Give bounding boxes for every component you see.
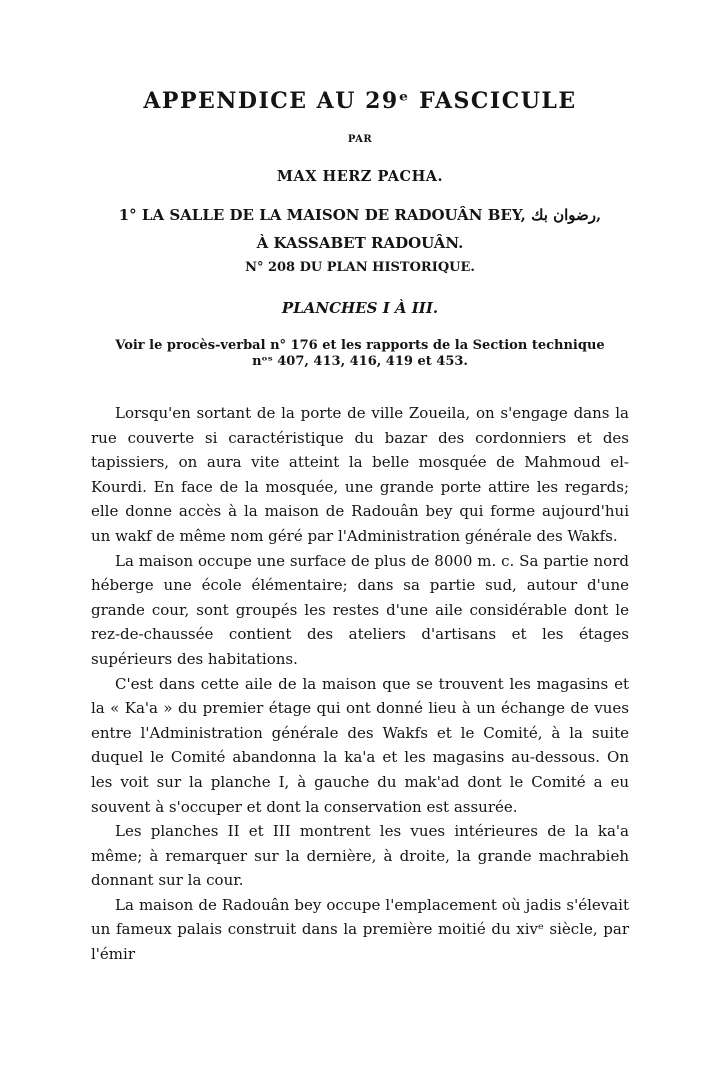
paragraph: La maison occupe une surface de plus de 8000 m. c. Sa partie nord héberge une école élémentaire; dans sa partie sud, autour d'une grande cour, sont groupés les restes d'une aile considérable dont le rez-de-chaussée contient des ateliers d'artisans et les étages supérieurs des habitations. (91, 551, 629, 668)
byline-par: PAR (347, 134, 373, 145)
reference-note-line-1: Voir le procès-verbal n° 176 et les rapports de la Section technique (115, 338, 605, 353)
paragraph: Les planches II et III montrent les vues intérieures de la ka'a même; à remarquer sur la dernière, à droite, la grande machrabieh donnant sur la cour. (91, 822, 629, 890)
author-name: MAX HERZ PACHA. (276, 168, 444, 185)
section-heading: 1° LA SALLE DE LA MAISON DE RADOUÂN BEY, رضوان بك, (118, 206, 602, 224)
paragraph: C'est dans cette aile de la maison que se trouvent les magasins et la « Ka'a » du premier étage qui ont donné lieu à un échange de vues entre l'Administration générale des Wakfs et le Comité, à la suite duquel le Comité abandonna la ka'a et les magasins au-dessous. On les voit sur la planche I, à gauche du mak'ad dont le Comité a eu souvent à s'occuper et dont la conservation est assurée. (91, 674, 629, 816)
body-text (91, 401, 629, 967)
section-location: À KASSABET RADOUÂN. (256, 234, 464, 252)
paragraph: Lorsqu'en sortant de la porte de ville Zoueila, on s'engage dans la rue couverte si caractéristique du bazar des cordonniers et des tapissiers, on aura vite atteint la belle mosquée de Mahmoud el-Kourdi. En face de la mosquée, une grande porte attire les regards; elle donne accès à la maison de Radouân bey qui forme aujourd'hui un wakf de même nom géré par l'Administration générale des Wakfs. (91, 404, 629, 545)
appendix-title: APPENDICE AU 29ᵉ FASCICULE (143, 88, 577, 114)
plates-reference: PLANCHES I À III. (281, 299, 439, 317)
plan-number: N° 208 DU PLAN HISTORIQUE. (245, 260, 475, 275)
reference-note-line-2: nᵒˢ 407, 413, 416, 419 et 453. (252, 354, 468, 369)
paragraph: La maison de Radouân bey occupe l'emplacement où jadis s'élevait un fameux palais construit dans la première moitié du xivᵉ siècle, par l'émir (91, 895, 629, 964)
